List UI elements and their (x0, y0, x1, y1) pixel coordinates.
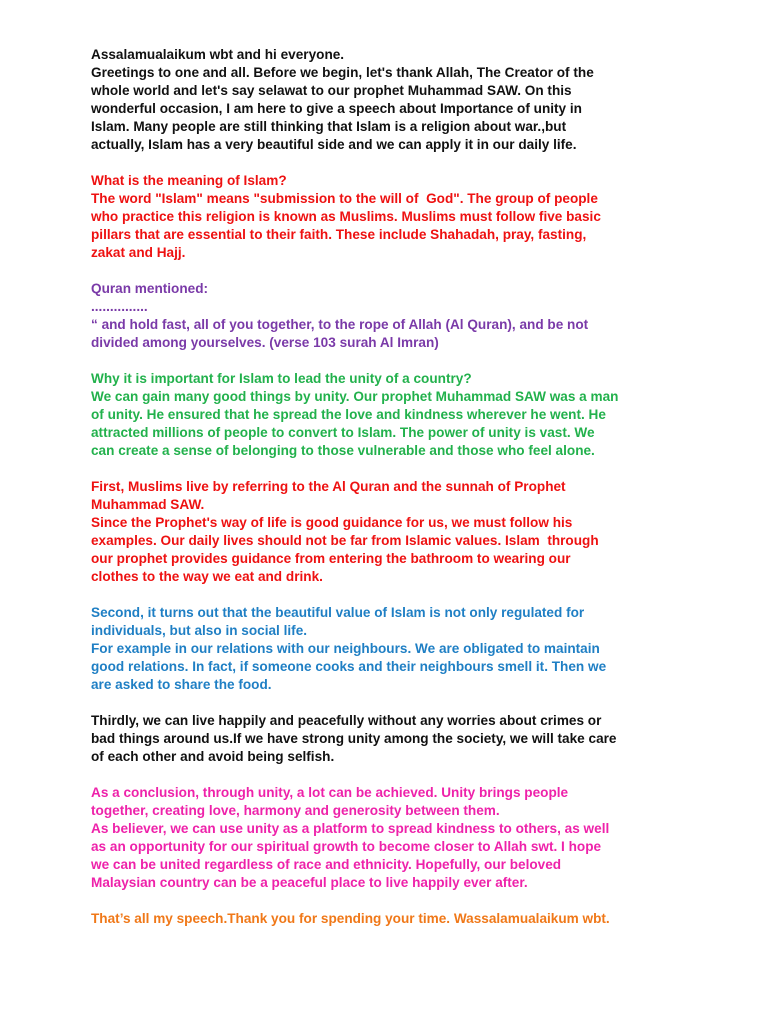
paragraph-gap (91, 352, 731, 370)
quran-paragraph (91, 280, 731, 352)
text-line: First, Muslims live by referring to the Al Quran and the sunnah of Prophet (91, 479, 566, 494)
text-line: Second, it turns out that the beautiful value of Islam is not only regulated for (91, 605, 585, 620)
text-line: are asked to share the food. (91, 677, 272, 692)
conclusion-paragraph (91, 784, 731, 892)
text-line: who practice this religion is known as Muslims. Muslims must follow five basic (91, 209, 601, 224)
text-line: Thirdly, we can live happily and peacefully without any worries about crimes or (91, 713, 602, 728)
intro-paragraph (91, 46, 731, 154)
text-line: ............... (91, 299, 148, 314)
text-line: individuals, but also in social life. (91, 623, 308, 638)
meaning-paragraph (91, 172, 731, 262)
text-line: Islam. Many people are still thinking that Islam is a religion about war.,but (91, 119, 567, 134)
text-line: Malaysian country can be a peaceful place to live happily ever after. (91, 875, 528, 890)
text-line: actually, Islam has a very beautiful side and we can apply it in our daily life. (91, 137, 577, 152)
text-line: “ and hold fast, all of you together, to the rope of Allah (Al Quran), and be not (91, 317, 589, 332)
text-line: Muhammad SAW. (91, 497, 205, 512)
closing-paragraph (91, 910, 731, 928)
text-line: zakat and Hajj. (91, 245, 186, 260)
paragraph-gap (91, 766, 731, 784)
text-line: we can be united regardless of race and ethnicity. Hopefully, our beloved (91, 857, 562, 872)
text-line: of each other and avoid being selfish. (91, 749, 335, 764)
text-line: clothes to the way we eat and drink. (91, 569, 323, 584)
paragraph-gap (91, 154, 731, 172)
text-line: good relations. In fact, if someone cooks and their neighbours smell it. Then we (91, 659, 607, 674)
text-line: bad things around us.If we have strong unity among the society, we will take care (91, 731, 617, 746)
third-point-paragraph (91, 712, 731, 766)
text-line: together, creating love, harmony and generosity between them. (91, 803, 500, 818)
text-line: The word "Islam" means "submission to the will of God". The group of people (91, 191, 598, 206)
text-line: As believer, we can use unity as a platform to spread kindness to others, as well (91, 821, 610, 836)
text-line: can create a sense of belonging to those vulnerable and those who feel alone. (91, 443, 595, 458)
text-line: wonderful occasion, I am here to give a speech about Importance of unity in (91, 101, 582, 116)
text-line: What is the meaning of Islam? (91, 173, 287, 188)
text-line: We can gain many good things by unity. Our prophet Muhammad SAW was a man (91, 389, 619, 404)
paragraph-gap (91, 892, 731, 910)
text-line: Since the Prophet's way of life is good guidance for us, we must follow his (91, 515, 573, 530)
text-line: divided among yourselves. (verse 103 surah Al Imran) (91, 335, 439, 350)
text-line: as an opportunity for our spiritual growth to become closer to Allah swt. I hope (91, 839, 602, 854)
paragraph-gap (91, 586, 731, 604)
text-line: of unity. He ensured that he spread the love and kindness wherever he went. He (91, 407, 606, 422)
text-line: our prophet provides guidance from entering the bathroom to wearing our (91, 551, 571, 566)
text-line: whole world and let's say selawat to our prophet Muhammad SAW. On this (91, 83, 572, 98)
first-point-paragraph (91, 478, 731, 586)
text-line: Quran mentioned: (91, 281, 209, 296)
text-line: Greetings to one and all. Before we begin, let's thank Allah, The Creator of the (91, 65, 594, 80)
text-line: Why it is important for Islam to lead the unity of a country? (91, 371, 472, 386)
text-line: examples. Our daily lives should not be far from Islamic values. Islam through (91, 533, 599, 548)
text-line: That’s all my speech.Thank you for spending your time. Wassalamualaikum wbt. (91, 911, 610, 926)
text-line: pillars that are essential to their faith. These include Shahadah, pray, fasting, (91, 227, 587, 242)
text-line: As a conclusion, through unity, a lot can be achieved. Unity brings people (91, 785, 569, 800)
speech-document (91, 46, 731, 928)
paragraph-gap (91, 262, 731, 280)
text-line: attracted millions of people to convert to Islam. The power of unity is vast. We (91, 425, 595, 440)
why-paragraph (91, 370, 731, 460)
second-point-paragraph (91, 604, 731, 694)
text-line: For example in our relations with our neighbours. We are obligated to maintain (91, 641, 600, 656)
text-line: Assalamualaikum wbt and hi everyone. (91, 47, 345, 62)
paragraph-gap (91, 694, 731, 712)
paragraph-gap (91, 460, 731, 478)
